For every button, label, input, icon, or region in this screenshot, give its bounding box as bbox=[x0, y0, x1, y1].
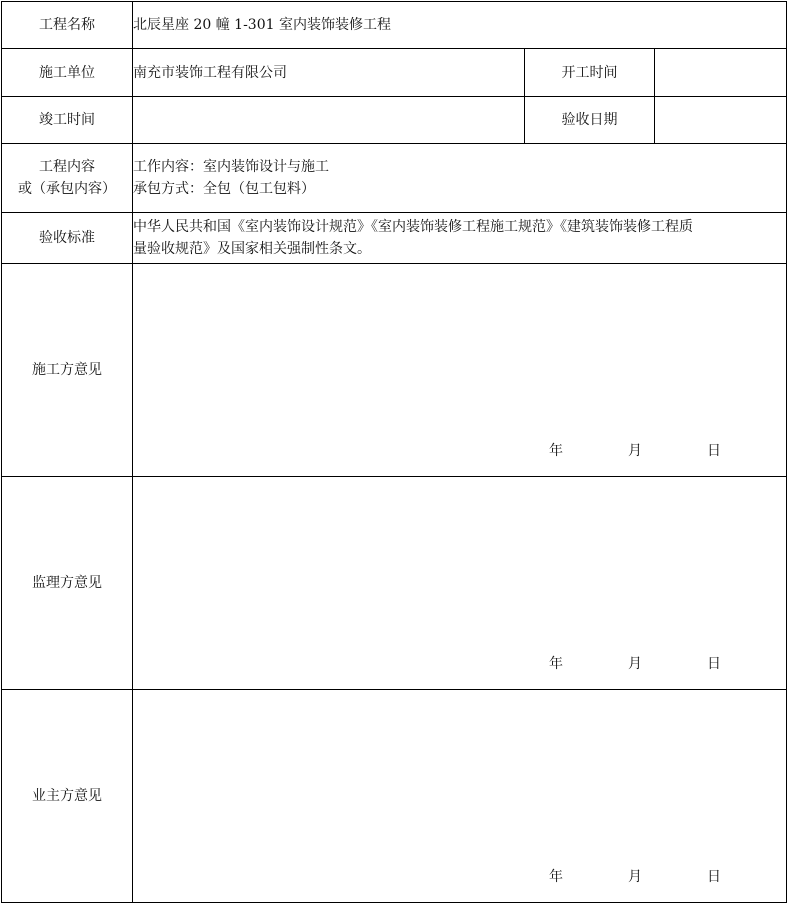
row-project-content bbox=[2, 144, 787, 213]
row-supervisor-opinion bbox=[2, 477, 787, 690]
project-content-value bbox=[133, 144, 787, 213]
contractor-label: 施工单位 bbox=[2, 49, 133, 97]
date-day-label: 日 bbox=[707, 869, 721, 885]
date-year-label: 年 bbox=[549, 443, 563, 459]
start-time-value bbox=[655, 49, 787, 97]
start-time-label: 开工时间 bbox=[525, 49, 655, 97]
project-name-label: 工程名称 bbox=[2, 2, 133, 49]
date-day-label: 日 bbox=[707, 443, 721, 459]
supervisor-opinion-label: 监理方意见 bbox=[2, 477, 133, 690]
owner-opinion-label: 业主方意见 bbox=[2, 690, 133, 903]
project-name-value: 北辰星座 20 幢 1-301 室内装饰装修工程 bbox=[133, 2, 787, 49]
acceptance-date-value bbox=[655, 97, 787, 144]
date-year-label: 年 bbox=[549, 656, 563, 672]
contractor-opinion-label: 施工方意见 bbox=[2, 264, 133, 477]
completion-time-value bbox=[133, 97, 525, 144]
contractor-opinion-date bbox=[133, 440, 786, 462]
contract-method-line: 承包方式：全包（包工包料） bbox=[133, 181, 315, 197]
acceptance-standard-line1: 中华人民共和国《室内装饰设计规范》《室内装饰装修工程施工规范》《建筑装饰装修工程质 bbox=[133, 219, 693, 235]
contractor-opinion-field[interactable] bbox=[133, 264, 787, 477]
project-content-label-line2: 或（承包内容） bbox=[18, 181, 116, 197]
row-contractor-opinion bbox=[2, 264, 787, 477]
project-content-label bbox=[2, 144, 133, 213]
acceptance-standard-value bbox=[133, 213, 787, 264]
row-owner-opinion bbox=[2, 690, 787, 903]
supervisor-opinion-date bbox=[133, 653, 786, 675]
date-year-label: 年 bbox=[549, 869, 563, 885]
completion-time-label: 竣工时间 bbox=[2, 97, 133, 144]
project-content-label-line1: 工程内容 bbox=[39, 159, 95, 175]
owner-opinion-date bbox=[133, 866, 786, 888]
acceptance-date-label: 验收日期 bbox=[525, 97, 655, 144]
row-project-name bbox=[2, 2, 787, 49]
acceptance-standard-label: 验收标准 bbox=[2, 213, 133, 264]
owner-opinion-field[interactable] bbox=[133, 690, 787, 903]
row-contractor bbox=[2, 49, 787, 97]
date-day-label: 日 bbox=[707, 656, 721, 672]
date-month-label: 月 bbox=[628, 443, 642, 459]
row-completion bbox=[2, 97, 787, 144]
acceptance-table bbox=[1, 1, 787, 903]
row-acceptance-standard bbox=[2, 213, 787, 264]
contractor-value: 南充市装饰工程有限公司 bbox=[133, 49, 525, 97]
acceptance-standard-line2: 量验收规范》及国家相关强制性条文。 bbox=[133, 241, 371, 257]
work-content-line: 工作内容：室内装饰设计与施工 bbox=[133, 159, 329, 175]
supervisor-opinion-field[interactable] bbox=[133, 477, 787, 690]
date-month-label: 月 bbox=[628, 869, 642, 885]
date-month-label: 月 bbox=[628, 656, 642, 672]
